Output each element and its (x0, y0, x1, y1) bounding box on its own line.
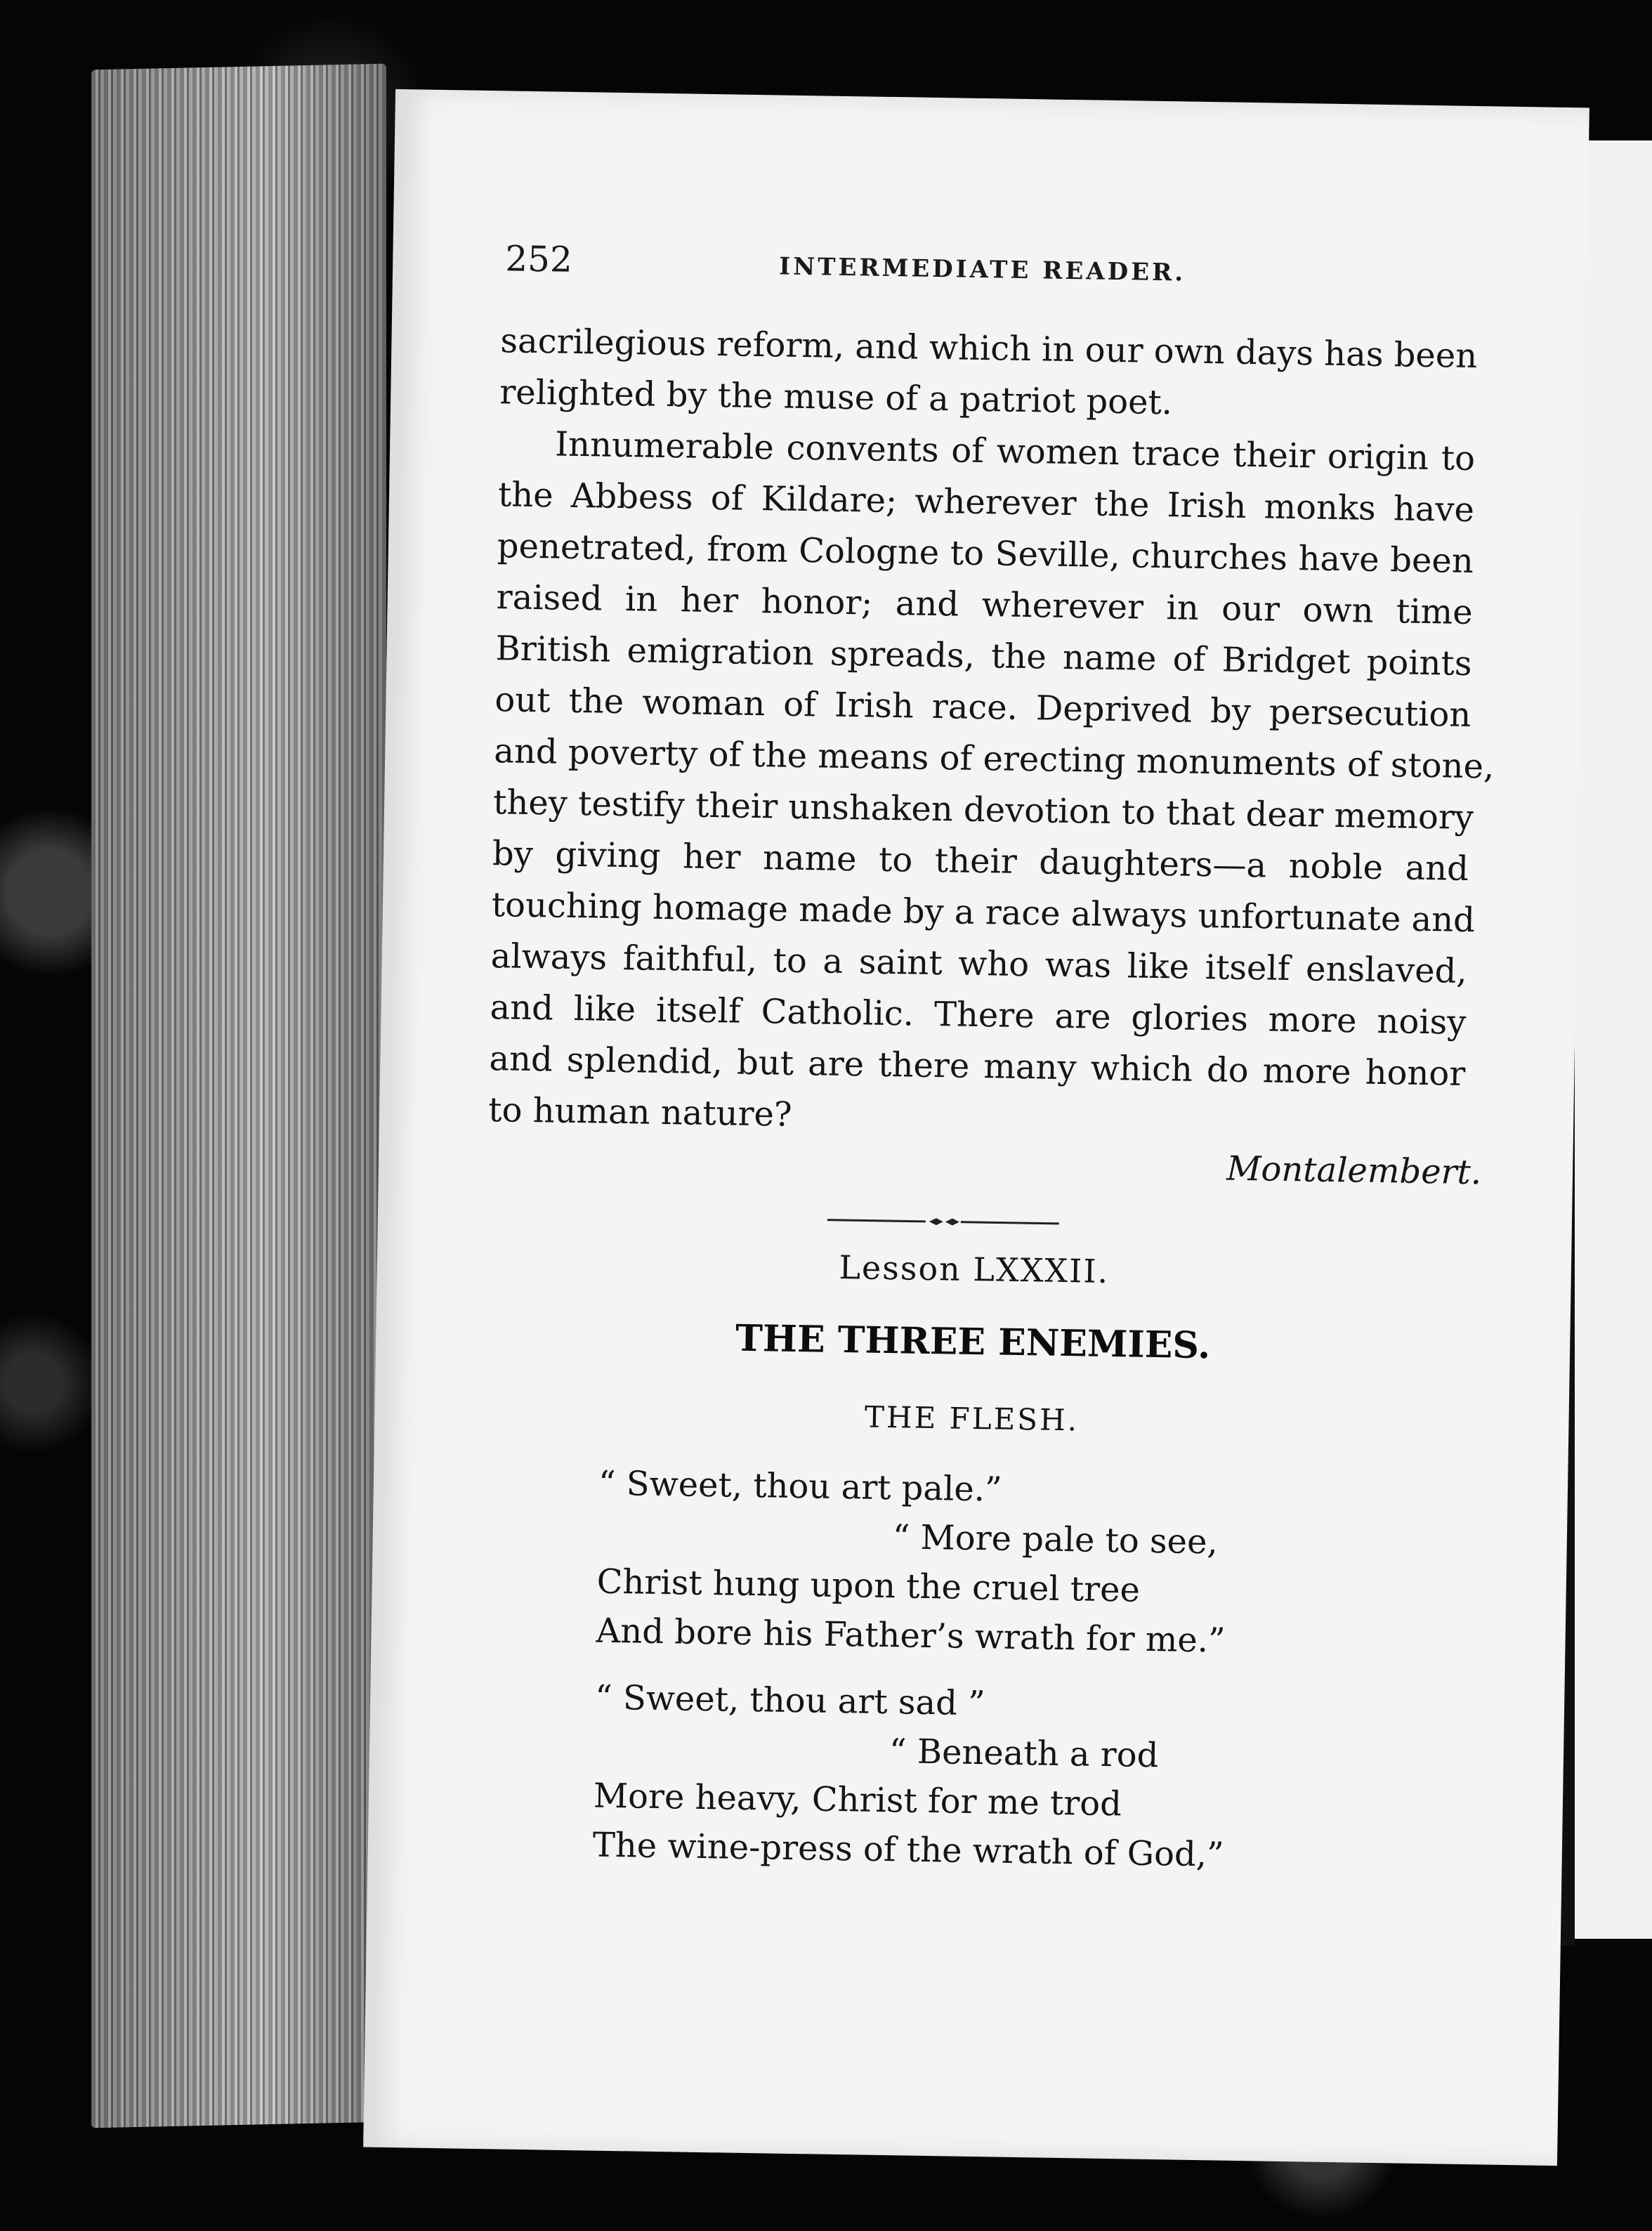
text-line: sacrilegious reform, and which in our own days has been (500, 321, 1478, 377)
running-head (505, 238, 1489, 303)
verse-line: “ Sweet, thou art sad ” (594, 1677, 986, 1724)
text-line: Innumerable convents of women trace their origin to (554, 424, 1476, 479)
poem-stanza-2 (592, 1673, 1332, 1881)
section-heading: THE FLESH. (864, 1399, 1080, 1438)
text-line: the Abbess of Kildare; wherever the Irish monks have (497, 475, 1475, 530)
text-line: and splendid, but are there many which do more honor (489, 1039, 1466, 1094)
text-line: penetrated, from Cologne to Seville, churches have been (497, 526, 1474, 582)
body-text (487, 315, 1495, 1151)
text-line: always faithful, to a saint who was like itself enslaved, (490, 936, 1468, 991)
poem-stanza-1 (596, 1459, 1336, 1667)
text-line: they testify their unshaken devotion to that dear memory (492, 783, 1474, 838)
ornament-divider (827, 1213, 1059, 1231)
verse-line: And bore his Father’s wrath for me.” (596, 1611, 1226, 1661)
text-line: to human nature? (487, 1090, 793, 1134)
text-line: relighted by the muse of a patriot poet. (499, 372, 1173, 423)
paragraph-continued (499, 315, 1477, 433)
book-page-edges (91, 64, 386, 2128)
book-page (363, 89, 1589, 2166)
text-line: and poverty of the means of erecting monuments of stone, (493, 731, 1495, 787)
paragraph (487, 418, 1495, 1151)
verse-line: “ Sweet, thou art pale.” (598, 1463, 1003, 1510)
verse-line: The wine-press of the wrath of God,” (592, 1825, 1224, 1875)
author-attribution: Montalembert. (1226, 1149, 1482, 1193)
verse-line: “ Beneath a rod (889, 1732, 1159, 1776)
text-line: British emigration spreads, the name of Bridget points (495, 629, 1472, 683)
lesson-title: THE THREE ENEMIES. (735, 1316, 1211, 1368)
text-line: by giving her name to their daughters—a noble and (492, 834, 1469, 889)
verse-line: “ More pale to see, (892, 1517, 1219, 1562)
facing-page-edge (1575, 140, 1652, 1939)
lesson-number: Lesson LXXXII. (839, 1248, 1110, 1290)
text-line: out the woman of Irish race. Deprived by persecution (494, 680, 1471, 735)
text-line: raised in her honor; and wherever in our own time (496, 577, 1474, 633)
text-line: touching homage made by a race always unfortunate and (491, 885, 1476, 941)
running-title: INTERMEDIATE READER. (778, 252, 1186, 287)
text-line: and like itself Catholic. There are glories more noisy (490, 988, 1467, 1042)
page-number: 252 (504, 238, 573, 280)
verse-line: More heavy, Christ for me trod (593, 1776, 1122, 1824)
verse-line: Christ hung upon the cruel tree (596, 1562, 1141, 1610)
